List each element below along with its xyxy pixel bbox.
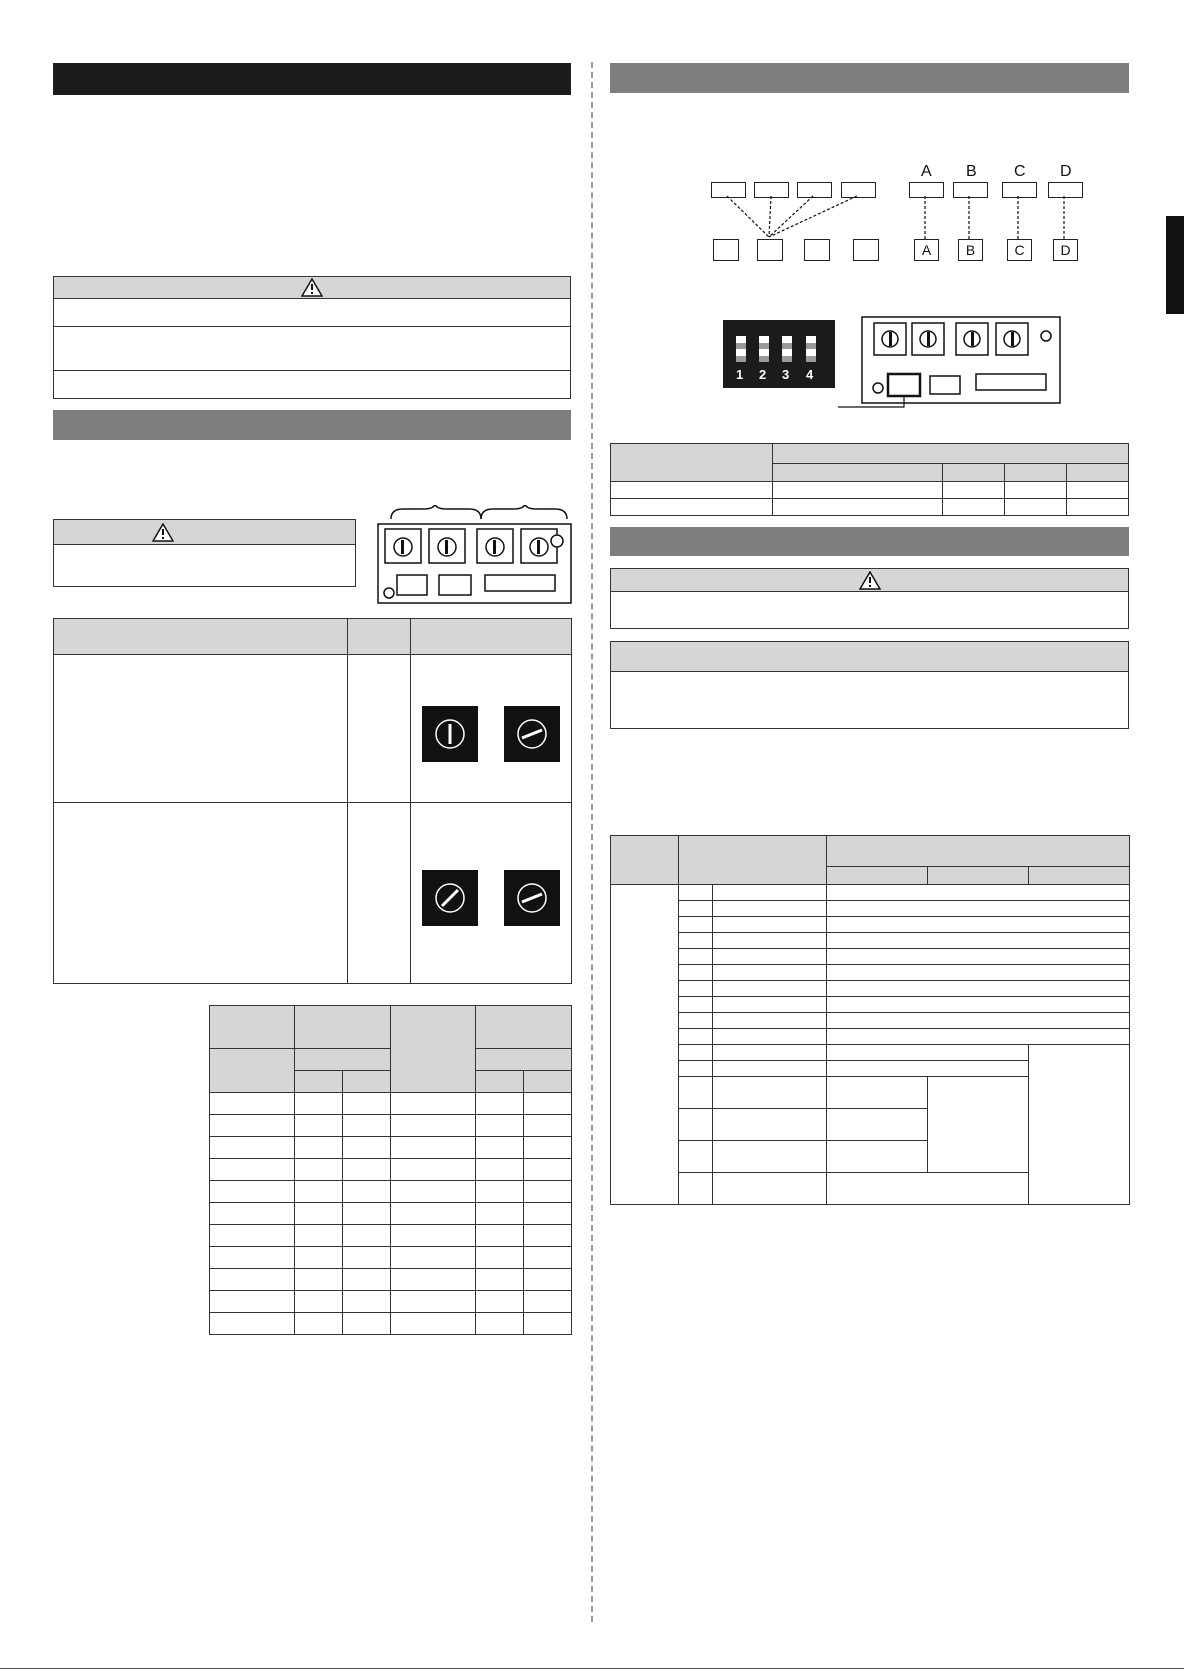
wiring-top-label-b: B: [966, 163, 977, 180]
dip-label-1: 1: [736, 367, 744, 382]
wiring-box-d: D: [1053, 239, 1078, 261]
wiring-lines-right: [900, 195, 1100, 240]
wiring-target-box: [713, 239, 739, 261]
warning-row-3: [53, 370, 571, 399]
wiring-lines-left: [700, 195, 900, 240]
section-header-bar-1: [53, 63, 571, 95]
caution-body: [53, 544, 356, 587]
caution-header: [53, 519, 356, 545]
warning-row-2: [53, 326, 571, 371]
dip-label-4: 4: [806, 367, 814, 382]
warning-row-1: [53, 298, 571, 327]
side-index-tab: [1166, 216, 1184, 314]
dip-setting-table: [610, 443, 1129, 516]
dial-markings: [422, 706, 562, 928]
note-header: [610, 641, 1129, 672]
address-table: [209, 1005, 572, 1335]
section-header-bar-3: [610, 63, 1129, 93]
wiring-top-label-d: D: [1060, 163, 1072, 180]
wiring-box-c: C: [1007, 239, 1032, 261]
section-header-bar-2: [53, 410, 571, 440]
warning-triangle-icon: [152, 523, 174, 542]
wiring-target-box: [757, 239, 783, 261]
note-body: [610, 671, 1129, 729]
function-table: [610, 835, 1130, 1205]
wiring-target-box: [853, 239, 879, 261]
dip-label-2: 2: [759, 367, 767, 382]
board-diagram-left: [377, 505, 573, 605]
wiring-box-b: B: [958, 239, 983, 261]
warning-triangle-icon: [301, 278, 323, 297]
dip-label-3: 3: [782, 367, 790, 382]
wiring-target-box: [804, 239, 830, 261]
dip-switch-image: [723, 320, 835, 388]
column-divider: [591, 62, 593, 1622]
footer-line: [0, 1668, 1184, 1669]
wiring-box-a: A: [914, 239, 939, 261]
wiring-top-label-a: A: [921, 163, 932, 180]
warning-header: [53, 276, 571, 299]
warning-triangle-icon: [859, 571, 881, 590]
warning-body-right: [610, 591, 1129, 629]
section-header-bar-4: [610, 527, 1129, 556]
board-diagram-right: [838, 316, 1062, 424]
warning-header-right: [610, 568, 1129, 592]
wiring-top-label-c: C: [1014, 163, 1026, 180]
